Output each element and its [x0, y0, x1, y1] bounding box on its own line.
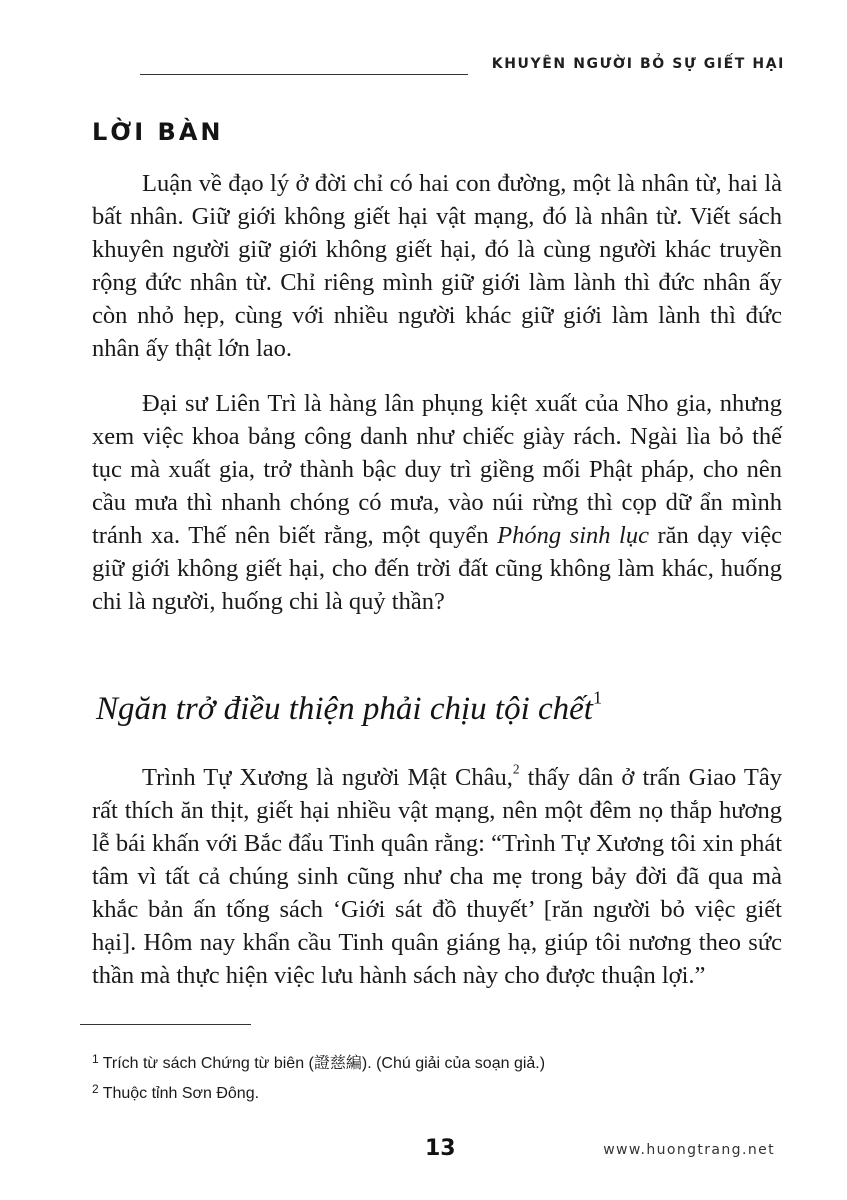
- running-header: KHUYÊN NGƯỜI BỎ SỰ GIẾT HẠI: [491, 56, 785, 72]
- footnote-ref-1: 1: [592, 687, 603, 708]
- footnote-rule: [80, 1024, 251, 1025]
- book-title: Phóng sinh lục: [497, 522, 649, 549]
- paragraph-text: Trình Tự Xương là người Mật Châu,: [142, 764, 513, 791]
- commentary-paragraph-2: [92, 387, 782, 618]
- footnote-ref-2: 2: [512, 761, 520, 777]
- footnote-2: [92, 1082, 259, 1103]
- footnote-number: 1: [92, 1052, 99, 1066]
- page-number: 13: [425, 1136, 456, 1161]
- header-rule: [140, 74, 468, 75]
- paragraph-text: răn dạy việc giữ giới không giết hại, cho đến trời đất cũng không làm khác, huống chi là người, huống chi là quỷ thần?: [92, 522, 782, 615]
- story-paragraph: [92, 761, 782, 992]
- footnote-1: [92, 1050, 545, 1073]
- commentary-paragraph-1: Luận về đạo lý ở đời chỉ có hai con đường, một là nhân từ, hai là bất nhân. Giữ giới không giết hại vật mạng, đó là nhân từ. Viết sách khuyên người giữ giới không giết hại, đó là cùng người khác truyền rộng đức nhân từ. Chỉ riêng mình giữ giới làm lành thì đức nhân ấy còn nhỏ hẹp, cùng với nhiều người khác giữ giới làm lành thì đức nhân ấy thật lớn lao.: [92, 170, 782, 362]
- footnote-number: 2: [92, 1082, 99, 1096]
- paragraph-text: Đại sư Liên Trì là hàng lân phụng kiệt xuất của Nho gia, nhưng xem việc khoa bảng công danh như chiếc giày rách. Ngài lìa bỏ thế tục mà xuất gia, trở thành bậc duy trì giềng mối Phật pháp, cho nên cầu mưa thì nhanh chóng có mưa, vào núi rừng thì cọp dữ ẩn mình tránh xa. Thế nên biết rằng, một quyển: [92, 390, 782, 549]
- story-title-text: Ngăn trở điều thiện phải chịu tội chết: [96, 691, 593, 727]
- section-heading: LỜI BÀN: [92, 118, 224, 146]
- website-url: www.huongtrang.net: [603, 1142, 775, 1158]
- story-title: [96, 687, 603, 728]
- footnote-text: Trích từ sách Chứng từ biên (證慈編). (Chú giải của soạn giả.): [102, 1055, 546, 1072]
- paragraph-text: thấy dân ở trấn Giao Tây rất thích ăn thịt, giết hại nhiều vật mạng, nên một đêm nọ thắp hương lễ bái khấn với Bắc đẩu Tinh quân rằng: “Trình Tự Xương tôi xin phát tâm vì tất cả chúng sinh cũng như cha mẹ trong bảy đời đã qua mà khắc bản ấn tống sách ‘Giới sát đồ thuyết’ [răn người bỏ việc giết hại]. Hôm nay khẩn cầu Tinh quân giáng hạ, giúp tôi nương theo sức thần mà thực hiện việc lưu hành sách này cho được thuận lợi.”: [92, 764, 782, 989]
- footnote-text: Thuộc tỉnh Sơn Đông.: [102, 1085, 260, 1102]
